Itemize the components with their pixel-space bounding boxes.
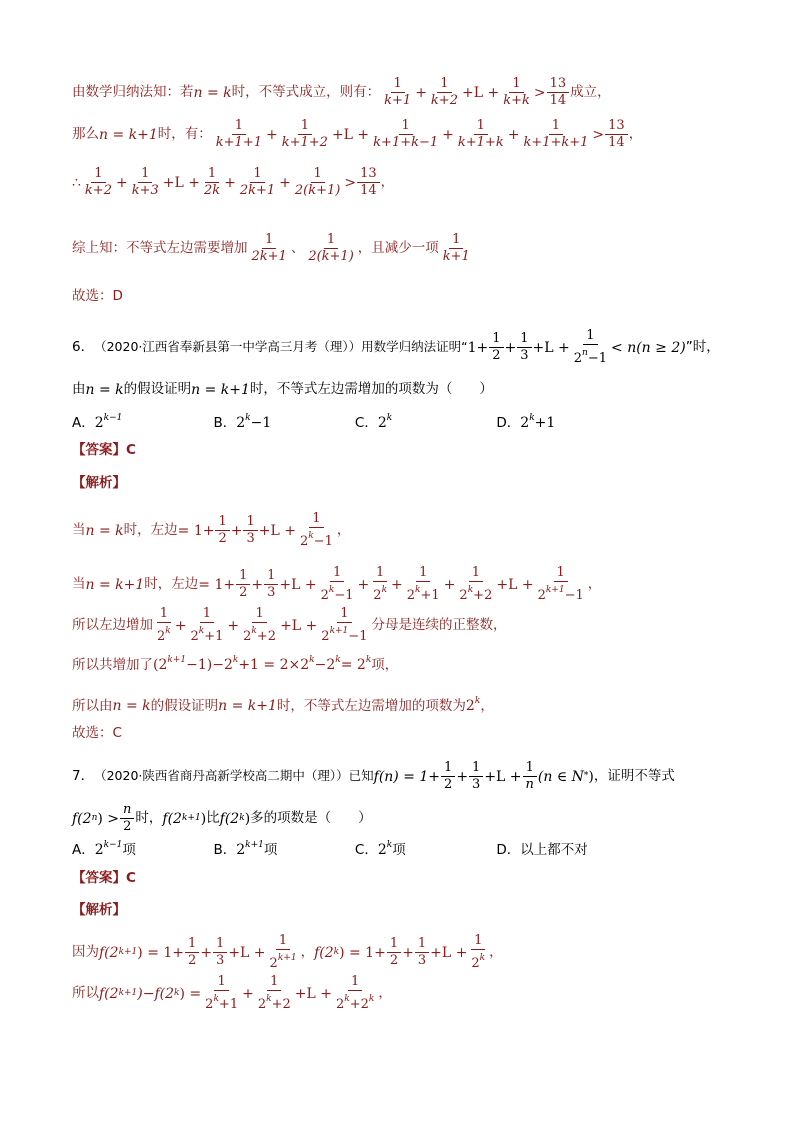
fraction: $\frac{1}{2}$ <box>236 568 250 601</box>
fraction: $\frac{1}{2}$ <box>441 760 455 793</box>
q6-solution-line5: 所以由n = k的假设证明n = k+1时，不等式左边需增加的项数为2$^k$， <box>72 696 494 714</box>
fraction: $\frac{1}{k+1+k}$ <box>457 118 504 150</box>
answer-label: 【答案】C <box>72 442 136 458</box>
operator: +L + <box>461 84 500 101</box>
text: 当 <box>72 521 86 538</box>
fraction: $\frac{1}{2^k+2^k}$ <box>335 974 375 1012</box>
operator: + <box>357 576 370 593</box>
q6-solution-line4: 所以共增加了$(2^{k+1}-1)-2^k+1 = 2\times 2^k-2^k= 2^k$项， <box>72 655 399 673</box>
fraction: $\frac{1}{3}$ <box>415 936 429 969</box>
text: ， <box>587 575 602 592</box>
q6-solution-line3 <box>72 606 754 645</box>
text: ， <box>378 984 392 1001</box>
text: 的假设证明 <box>150 698 219 714</box>
fraction: $\frac{1}{2^k+1}$ <box>406 565 440 603</box>
fraction: $\frac{1}{2k}$ <box>203 166 221 198</box>
text: ，证明不等式 <box>593 767 675 784</box>
fraction: $\frac{1}{2k+1}$ <box>251 232 287 264</box>
fraction: $\frac{1}{2(k+1)}$ <box>294 166 341 198</box>
question-7-stem: 7． （2020·陕西省商丹高新学校高二期中（理））已知 f(n) = 1+ $\frac{1}{2}$ + $\frac{1}{3}$ +L + $\frac{1}{n}$ (n ∈ N * ) ，证明不等式 <box>72 760 675 792</box>
fraction: $\frac{1}{k+3}$ <box>131 166 159 198</box>
fraction: $\frac{1}{2^{k+1}}$ <box>269 933 297 971</box>
q7-solution-line2: 所以 f(2 k+1 )−f(2 k ) = $\frac{1}{2^k+1}$ + $\frac{1}{2^k+2}$ +L + $\frac{1}{2^k+2^k}$ ， <box>72 974 392 1012</box>
text: 所以由 <box>72 698 113 714</box>
fraction: $\frac{1}{2^k-1}$ <box>299 511 333 549</box>
operator: +L + <box>162 174 200 191</box>
operator: +L + <box>294 985 332 1002</box>
fraction: $\frac{1}{3}$ <box>469 760 483 793</box>
operator: + <box>279 174 291 191</box>
fraction: $\frac{1}{3}$ <box>517 331 531 364</box>
text: ， <box>300 943 315 960</box>
operator: + <box>402 944 414 961</box>
math: n = k <box>85 382 124 398</box>
fraction: $\frac{1}{2^n-1}$ <box>573 328 608 366</box>
text: 当 <box>72 575 86 592</box>
question-7-options <box>72 841 754 858</box>
operator: + <box>174 617 187 634</box>
text: ， <box>489 943 503 960</box>
operator: + <box>415 84 427 101</box>
fraction: $\frac{1}{2^k}$ <box>157 606 171 644</box>
text: ， <box>336 521 351 538</box>
text: ”时， <box>685 338 720 355</box>
induction-step-line <box>72 118 754 151</box>
option-d[interactable]: D．$2^k+1$ <box>496 413 556 431</box>
fraction: $\frac{13}{14}$ <box>547 76 570 109</box>
fraction: $\frac{1}{2^k-1}$ <box>320 565 354 603</box>
operator: +L + <box>258 522 296 539</box>
operator: + <box>224 174 236 191</box>
operator: +L + <box>279 576 317 593</box>
q7-solution-line1: 因为 f(2 k+1 ) = 1+ $\frac{1}{2}$ + $\frac{1}{3}$ +L + $\frac{1}{2^{k+1}}$ ， f(2 k ) = 1+ $\frac{1}{2}$ + $\frac{1}{3}$ +L + $\frac{1}{2^k}$ ， <box>72 933 503 971</box>
text: 分母是连续的正整数， <box>371 616 507 633</box>
q6-solution-line2 <box>72 565 754 604</box>
math: = 1+ <box>198 576 236 593</box>
fraction: $\frac{1}{2k+1}$ <box>239 166 276 198</box>
therefore-line <box>72 166 754 199</box>
option-b[interactable]: B．$2^k-1$ <box>213 413 272 431</box>
fraction: $\frac{1}{n}$ <box>523 760 537 793</box>
fraction: $\frac{1}{k+1}$ <box>384 76 412 108</box>
fraction: $\frac{1}{2^k+2}$ <box>257 974 291 1012</box>
fraction: $\frac{1}{k+1+k-1}$ <box>373 118 439 150</box>
fraction: $\frac{1}{k+2}$ <box>84 166 112 198</box>
question-6-stem <box>72 328 754 367</box>
question-source: （2020·陕西省商丹高新学校高二期中（理））已知 <box>94 768 374 784</box>
math: 1+ <box>467 339 489 356</box>
operator: +L + <box>228 944 266 961</box>
fraction: $\frac{1}{k+2}$ <box>430 76 458 108</box>
operator: + <box>251 576 264 593</box>
operator: + <box>507 126 520 143</box>
operator: + <box>230 522 243 539</box>
operator: +L + <box>280 617 318 634</box>
question-source: （2020·江西省奉新县第一中学高三月考（理））用数学归纳法证明“ <box>94 339 468 355</box>
option-a[interactable]: A．$2^{k-1}$ <box>72 413 123 431</box>
fraction: $\frac{n}{2}$ <box>120 802 134 835</box>
fraction: $\frac{13}{14}$ <box>357 166 380 199</box>
text: ， <box>480 698 494 714</box>
option-c[interactable]: C．2$^k$ <box>354 413 393 431</box>
text: 时，不等式成立，则有： <box>231 83 381 100</box>
fraction: $\frac{1}{2^k+1}$ <box>190 606 224 644</box>
math: n = k <box>112 698 151 714</box>
fraction: $\frac{1}{2^k+2}$ <box>243 606 277 644</box>
math: n = k <box>85 522 124 539</box>
operator: +L + <box>496 576 534 593</box>
fraction: $\frac{1}{k+1}$ <box>442 232 470 264</box>
math: n = k+1 <box>191 382 250 398</box>
text: 、 <box>290 239 305 256</box>
math: n = k+1 <box>99 126 158 143</box>
therefore-symbol: ∴ <box>72 174 81 191</box>
summary-line <box>72 232 754 265</box>
option-c[interactable]: C．2$^k$项 <box>354 840 406 858</box>
math: f(n) = 1+ <box>373 768 441 785</box>
operator: + <box>443 576 456 593</box>
fraction: $\frac{13}{14}$ <box>605 118 628 151</box>
operator: + <box>391 576 403 593</box>
text: 因为 <box>72 943 99 960</box>
fraction: $\frac{1}{2}$ <box>489 331 503 364</box>
fraction: $\frac{1}{2(k+1)}$ <box>308 232 354 264</box>
text: 所以左边增加 <box>72 616 153 633</box>
option-b[interactable]: B．$2^{k+1}$项 <box>213 840 278 858</box>
fraction: $\frac{1}{k+1+2}$ <box>281 118 328 150</box>
text: ，且减少一项 <box>357 239 439 256</box>
text: ， <box>380 173 395 190</box>
q6-choice-line: 故选：C <box>72 725 122 741</box>
fraction: $\frac{1}{2}$ <box>387 936 401 969</box>
text: 多的项数是（ ） <box>250 809 372 826</box>
operator: + <box>242 985 254 1002</box>
operator: +L + <box>484 768 522 785</box>
analysis-label: 【解析】 <box>72 475 126 491</box>
text: 那么 <box>72 125 99 142</box>
text: 时， <box>135 809 163 826</box>
text: 的假设证明 <box>123 381 192 398</box>
question-number: 6． <box>72 338 95 355</box>
fraction: $\frac{1}{2^k+1}$ <box>205 974 239 1012</box>
operator: + <box>266 126 278 143</box>
fraction: $\frac{1}{k+k}$ <box>503 76 530 108</box>
math: n = k+1 <box>218 698 277 714</box>
fraction: $\frac{1}{2}$ <box>185 936 199 969</box>
math: n = k+1 <box>85 576 145 593</box>
text: 时，有： <box>157 125 212 142</box>
fraction: $\frac{1}{2^{k+1}-1}$ <box>321 606 368 644</box>
operator: + <box>504 339 517 356</box>
option-a[interactable]: A．$2^{k-1}$项 <box>72 840 136 858</box>
analysis-label: 【解析】 <box>72 902 126 918</box>
operator: + <box>456 768 469 785</box>
operator: +L + <box>532 339 570 356</box>
text: 成立， <box>570 83 611 100</box>
text: 综上知：不等式左边需要增加 <box>72 239 248 256</box>
operator: + <box>442 126 454 143</box>
text: 时，不等式左边需增加的项数为 <box>276 698 466 714</box>
fraction: $\frac{1}{2}$ <box>215 514 229 547</box>
math: = 1+ <box>177 522 215 539</box>
text: 所以 <box>72 984 99 1001</box>
fraction: $\frac{1}{k+1+1}$ <box>215 118 262 150</box>
math: (n ∈ N <box>537 768 584 785</box>
math: < n(n ≥ 2) <box>611 339 686 356</box>
question-6-options <box>72 414 754 431</box>
fraction: $\frac{1}{2^k}$ <box>471 933 486 971</box>
text: 时，不等式左边需增加的项数为（ ） <box>249 381 493 398</box>
text: 时，左边 <box>144 575 199 592</box>
fraction: $\frac{1}{3}$ <box>264 568 278 601</box>
option-d[interactable]: D．以上都不对 <box>496 842 588 858</box>
fraction: $\frac{1}{k+1+k+1}$ <box>523 118 589 150</box>
text: 时，左边 <box>123 521 178 538</box>
choice-line: 故选：D <box>72 288 123 304</box>
answer-label: 【答案】C <box>72 870 136 886</box>
question-6-stem-line2 <box>72 383 754 397</box>
text: 比 <box>206 809 220 826</box>
operator: > <box>592 126 605 143</box>
question-number: 7． <box>72 767 95 784</box>
operator: + <box>227 617 240 634</box>
fraction: $\frac{1}{2^k}$ <box>373 565 388 603</box>
operator: +L + <box>430 944 468 961</box>
text: 所以共增加了 <box>72 657 153 673</box>
operator: > <box>344 174 357 191</box>
text: 由 <box>72 381 86 398</box>
operator: > <box>533 84 546 101</box>
induction-hypothesis-line <box>72 76 754 109</box>
operator: +L + <box>331 126 370 143</box>
fraction: $\frac{1}{3}$ <box>243 514 257 547</box>
fraction: $\frac{1}{2^{k+1}-1}$ <box>537 565 584 603</box>
text: ， <box>628 125 643 142</box>
text: 由数学归纳法知：若 <box>72 83 194 100</box>
fraction: $\frac{1}{3}$ <box>213 936 227 969</box>
fraction: $\frac{1}{2^k+2}$ <box>459 565 493 603</box>
operator: + <box>115 174 128 191</box>
q6-solution-line1 <box>72 511 754 550</box>
operator: + <box>200 944 213 961</box>
math: n = k <box>193 84 232 101</box>
text: 项， <box>371 657 399 673</box>
question-7-stem-line2: f(2 n ) > $\frac{n}{2}$ 时， f(2 k+1 ) 比 f(2 k ) 多的项数是（ ） <box>72 802 372 834</box>
